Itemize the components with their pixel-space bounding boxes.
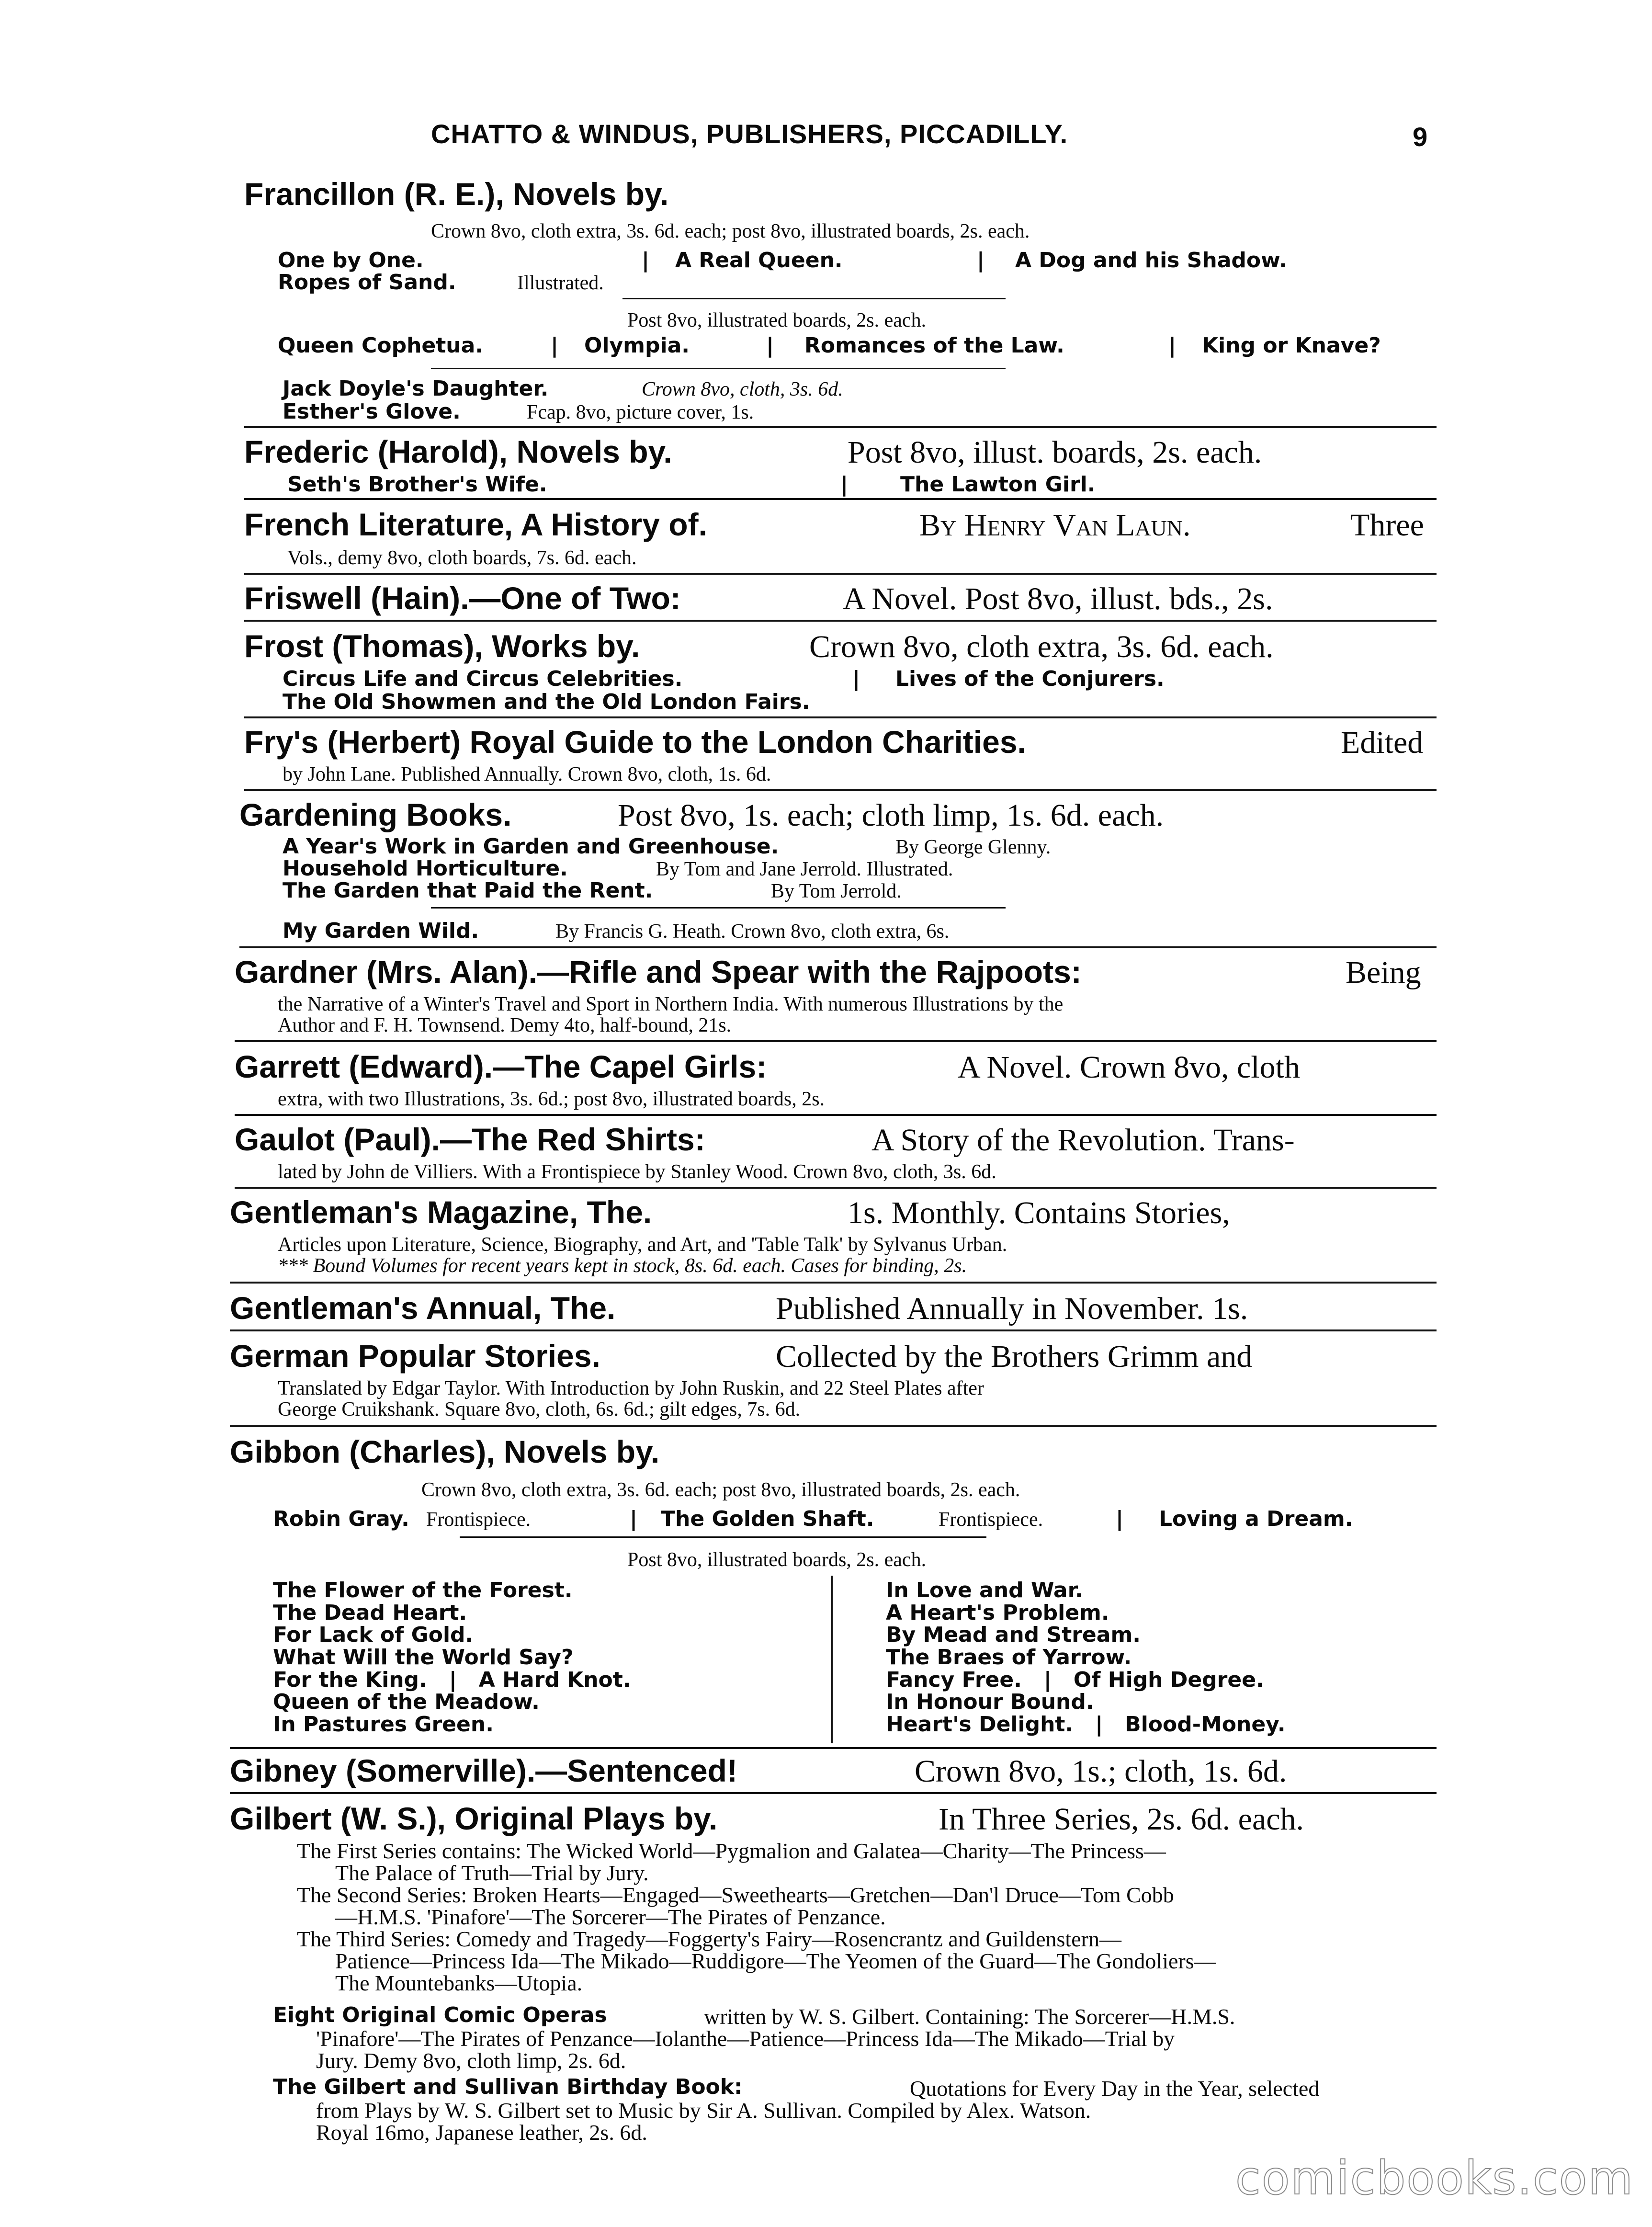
book-title: The Dead Heart. [273,1600,467,1625]
book-note: By Francis G. Heath. Crown 8vo, cloth extra, 6s. [555,920,950,943]
gardening-format: Post 8vo, 1s. each; cloth limp, 1s. 6d. each. [618,798,1164,833]
book-title: Of High Degree. [1073,1667,1264,1692]
entry-details: 1s. Monthly. Contains Stories, [848,1195,1230,1230]
book-title: Seth's Brother's Wife. [287,472,547,497]
entry-heading-gibney: Gibney (Somerville).—Sentenced! [230,1753,737,1788]
entry-divider [230,1329,1437,1331]
entry-details: written by W. S. Gilbert. Containing: The Sorcerer—H.M.S. [704,2004,1235,2029]
entry-divider [230,1747,1437,1749]
book-note: Fcap. 8vo, picture cover, 1s. [527,401,754,423]
divider [431,368,1006,369]
entry-details: Published Annually in November. 1s. [776,1291,1248,1326]
entry-heading-french-literature: French Literature, A History of. [244,507,707,542]
book-title: Eight Original Comic Operas [273,2003,607,2027]
book-note: Illustrated. [517,272,604,294]
book-title: Romances of the Law. [804,333,1064,358]
entry-details: Translated by Edgar Taylor. With Introduction by John Ruskin, and 22 Steel Plates after [278,1377,984,1399]
entry-details: extra, with two Illustrations, 3s. 6d.; post 8vo, illustrated boards, 2s. [278,1088,825,1110]
catalogue-page: CHATTO & WINDUS, PUBLISHERS, PICCADILLY. 9 Francillon (R. E.), Novels by. Crown 8vo, cloth extra, 3s. 6d. each; post 8vo, illustrated boards, 2s. each. One by One. | A Real Queen. | A Dog and his Shadow. Ropes of Sand. Illustrated. Post 8vo, illustrated boards, 2s. each. Queen Cophetua. | Olympia. | Romances of the Law. | King or Knave? Jack Doyle's Daughter. Crown 8vo, cloth, 3s. 6d. Esther's Glove. Fcap. 8vo, picture cover, 1s. Frederic (Harold), Novels by. Post 8vo, illust. boards, 2s. each. Seth's Brother's Wife. | The Lawton Girl. French Literature, A History of. By Henry Van Laun. Three Vols., demy 8vo, cloth boards, 7s. 6d. each. Friswell (Hain).—One of Two: A Novel. Post 8vo, illust. bds., 2s. Frost (Thomas), Works by. Crown 8vo, cloth extra, 3s. 6d. each. Circus Life and Circus Celebrities. | Lives of the Conjurers. The Old Showmen and the Old London Fairs. Fry's (Herbert) Royal Guide to the London Charities. Edited by John Lane. Published Annually. Crown 8vo, cloth, 1s. 6d. Gardening Books. Post 8vo, 1s. each; cloth limp, 1s. 6d. each. A Year's Work in Garden and Greenhouse. By George Glenny. Household Horticulture. By Tom and Jane Jerrold. Illustrated. The Garden that Paid the Rent. By Tom Jerrold. My Garden Wild. By Francis G. Heath. Crown 8vo, cloth extra, 6s. Gardner (Mrs. Alan).—Rifle and Spear with the Rajpoots: Being the Narrative of a Winter's Travel and Sport in Northern India. With numerous Illustrations by the Author and F. H. Townsend. Demy 4to, half-bound, 21s. Garrett (Edward).—The Capel Girls: A Novel. Crown 8vo, cloth extra, with two Illustrations, 3s. 6d.; post 8vo, illustrated boards, 2s. Gaulot (Paul).—The Red Shirts: A Story of the Revolution. Trans- lated by John de Villiers. With a Frontispiece by Stanley Wood. Crown 8vo, cloth, 3s. 6d. Gentleman's Magazine, The. 1s. Monthly. Contains Stories, Articles upon Literature, Science, Biography, and Art, and 'Table Talk' by Sylvanus Urban. *** Bound Volumes for recent years kept in stock, 8s. 6d. each. Cases for binding, 2s. Gentleman's Annual, The. Published Annually in November. 1s. German Popular Stories. Collected by the Brothers Grimm and Translated by Edgar Taylor. With Introduction by John Ruskin, and 22 Steel Plates after George Cruikshank. Square 8vo, cloth, 6s. 6d.; gilt edges, 7s. 6d. Gibbon (Charles), Novels by. Crown 8vo, cloth extra, 3s. 6d. each; post 8vo, illustrated boards, 2s. each. Robin Gray. Frontispiece. | The Golden Shaft. Frontispiece. | Loving a Dream. Post 8vo, illustrated boards, 2s. each. The Flower of the Forest. The Dead Heart. For Lack of Gold. What Will the World Say? For the King. | A Hard Knot. Queen of the Meadow. In Pastures Green. In Love and War. A Heart's Problem. By Mead and Stream. The Braes of Yarrow. Fancy Free. | Of High Degree. In Honour Bound. Heart's Delight. | Blood-Money. Gibney (Somerville).—Sentenced! Crown 8vo, 1s.; cloth, 1s. 6d. Gilbert (W. S.), Original Plays by. In Three Series, 2s. 6d. each. The First Series contains: The Wicked World—Pygmalion and Galatea—Charity—The Princess— The Palace of Truth—Trial by Jury. The Second Series: Broken Hearts—Engaged—Sweethearts—Gretchen—Dan'l Druce—Tom Cobb —H.M.S. 'Pinafore'—The Sorcerer—The Pirates of Penzance. The Third Series: Comedy and Tragedy—Foggerty's Fairy—Rosencrantz and Guildenstern— Patience—Princess Ida—The Mikado—Ruddigore—The Yeomen of the Guard—The Gondoliers— The Mountebanks—Utopia. Eight Original Comic Operas written by W. S. Gilbert. Containing: The Sorcerer—H.M.S. 'Pinafore'—The Pirates of Penzance—Iolanthe—Patience—Princess Ida—The Mikado—Trial by Jury. Demy 8vo, cloth limp, 2s. 6d. The Gilbert and Sullivan Birthday Book: Quotations for Every Day in the Year, selected from Plays by W. S. Gilbert set to Music by Sir A. Sullivan. Compiled by Alex. Watson. Royal 16mo, Japanese leather, 2s. 6d. comicbooks.com [230,119,1634,2205]
entry-heading-german-popular-stories: German Popular Stories. [230,1338,600,1374]
entry-details: George Cruikshank. Square 8vo, cloth, 6s. 6d.; gilt edges, 7s. 6d. [278,1398,801,1420]
divider [460,1536,986,1538]
entry-heading-friswell: Friswell (Hain).—One of Two: [244,580,681,616]
title-list-right: In Love and War. A Heart's Problem. By Mead and Stream. The Braes of Yarrow. Fancy Free. | Of High Degree. In Honour Bound. Heart's Delight. | Blood-Money. [886,1578,1286,1737]
series-contents: The Third Series: Comedy and Tragedy—Foggerty's Fairy—Rosencrantz and Guildenstern— [297,1927,1121,1951]
series-contents: The Second Series: Broken Hearts—Engaged—Sweethearts—Gretchen—Dan'l Druce—Tom Cobb [297,1883,1174,1907]
book-title: The Braes of Yarrow. [886,1645,1132,1670]
entry-divider [235,1187,1437,1189]
page-number: 9 [1413,122,1428,152]
entry-heading-gardening: Gardening Books. [239,797,512,832]
watermark: comicbooks.com [1235,2151,1634,2205]
book-note: Frontispiece. [939,1509,1043,1531]
book-title: The Old Showmen and the Old London Fairs. [283,690,810,714]
entry-divider [244,620,1437,622]
entry-continuation: Edited [1341,725,1424,760]
entry-details: Collected by the Brothers Grimm and [776,1339,1253,1374]
book-note: Frontispiece. [426,1509,531,1531]
book-note: By Tom and Jane Jerrold. Illustrated. [656,858,953,880]
entry-details: Author and F. H. Townsend. Demy 4to, half-bound, 21s. [278,1014,732,1036]
book-title: For Lack of Gold. [273,1623,474,1648]
entry-note: *** Bound Volumes for recent years kept in stock, 8s. 6d. each. Cases for binding, 2s. [278,1255,967,1277]
entry-heading-gilbert: Gilbert (W. S.), Original Plays by. [230,1801,718,1836]
book-title: Esther's Glove. [283,399,461,424]
book-title: Robin Gray. [273,1507,409,1531]
francillon-format: Crown 8vo, cloth extra, 3s. 6d. each; post 8vo, illustrated boards, 2s. each. [431,220,1030,242]
entry-details: Quotations for Every Day in the Year, selected [910,2076,1320,2101]
entry-heading-garrett: Garrett (Edward).—The Capel Girls: [235,1049,767,1084]
book-title: King or Knave? [1202,333,1381,358]
entry-heading-gentlemans-magazine: Gentleman's Magazine, The. [230,1194,652,1230]
entry-details: A Novel. Crown 8vo, cloth [958,1050,1300,1085]
entry-details: 'Pinafore'—The Pirates of Penzance—Iolanthe—Patience—Princess Ida—The Mikado—Trial by [316,2026,1175,2051]
book-title: A Real Queen. [675,248,843,273]
series-contents: —H.M.S. 'Pinafore'—The Sorcerer—The Pirates of Penzance. [335,1905,886,1929]
series-contents: Patience—Princess Ida—The Mikado—Ruddigore—The Yeomen of the Guard—The Gondoliers— [335,1949,1216,1973]
book-title: What Will the World Say? [273,1645,574,1670]
book-title: Jack Doyle's Daughter. [283,376,549,401]
series-contents: The Mountebanks—Utopia. [335,1971,583,1995]
author-credit: By Henry Van Laun. [919,508,1191,543]
entry-details: Royal 16mo, Japanese leather, 2s. 6d. [316,2120,647,2145]
book-title: Loving a Dream. [1159,1507,1353,1531]
book-title: Blood-Money. [1125,1712,1286,1737]
book-title: The Flower of the Forest. [273,1578,573,1602]
entry-heading-frederic: Frederic (Harold), Novels by. [244,434,672,469]
entry-details: from Plays by W. S. Gilbert set to Music by Sir A. Sullivan. Compiled by Alex. Watson. [316,2098,1091,2123]
entry-continuation: Being [1346,955,1421,990]
book-title: Queen of the Meadow. [273,1690,540,1715]
entry-details: A Novel. Post 8vo, illust. bds., 2s. [843,581,1273,616]
book-title: A Dog and his Shadow. [1015,248,1287,273]
title-list-left: The Flower of the Forest. The Dead Heart. For Lack of Gold. What Will the World Say? For the King. | A Hard Knot. Queen of the Meadow. In Pastures Green. [273,1578,631,1737]
series-contents: The Palace of Truth—Trial by Jury. [335,1861,649,1885]
book-title: In Love and War. [886,1578,1083,1602]
book-title: A Year's Work in Garden and Greenhouse. [283,834,779,859]
book-title: In Honour Bound. [886,1690,1094,1715]
book-title: By Mead and Stream. [886,1623,1141,1648]
book-title: For the King. [273,1667,427,1692]
entry-details: In Three Series, 2s. 6d. each. [939,1802,1304,1837]
entry-divider [235,1040,1437,1042]
book-title: A Hard Knot. [478,1667,631,1692]
entry-heading-frost: Frost (Thomas), Works by. [244,628,640,664]
gibbon-format: Post 8vo, illustrated boards, 2s. each. [627,1549,927,1571]
entry-details: lated by John de Villiers. With a Frontispiece by Stanley Wood. Crown 8vo, cloth, 3s. 6d. [278,1161,996,1183]
entry-details: A Story of the Revolution. Trans- [871,1123,1295,1158]
book-note: By Tom Jerrold. [771,880,902,902]
entry-divider [230,1425,1437,1427]
book-title: The Gilbert and Sullivan Birthday Book: [273,2075,743,2099]
entry-details: by John Lane. Published Annually. Crown 8vo, cloth, 1s. 6d. [283,763,771,785]
book-title: A Heart's Problem. [886,1600,1109,1625]
divider [622,298,1006,299]
entry-heading-fry: Fry's (Herbert) Royal Guide to the London Charities. [244,724,1026,760]
divider [431,907,1006,909]
book-title: The Garden that Paid the Rent. [283,878,653,903]
series-contents: The First Series contains: The Wicked World—Pygmalion and Galatea—Charity—The Princess— [297,1839,1166,1863]
book-title: My Garden Wild. [283,919,479,943]
book-title: The Golden Shaft. [661,1507,874,1531]
book-note: By George Glenny. [895,836,1051,858]
book-note: Crown 8vo, cloth, 3s. 6d. [642,378,843,400]
book-title: Circus Life and Circus Celebrities. [283,667,683,691]
entry-divider [244,716,1437,718]
entry-divider [244,573,1437,575]
running-header: CHATTO & WINDUS, PUBLISHERS, PICCADILLY. [431,119,1068,149]
book-title: Lives of the Conjurers. [895,667,1165,691]
entry-continuation: Three [1350,508,1424,543]
entry-divider [244,789,1437,791]
francillon-format: Post 8vo, illustrated boards, 2s. each. [627,309,927,331]
entry-details: Jury. Demy 8vo, cloth limp, 2s. 6d. [316,2048,626,2073]
book-title: Queen Cophetua. [278,333,483,358]
entry-heading-gentlemans-annual: Gentleman's Annual, The. [230,1290,616,1326]
entry-divider [230,1282,1437,1284]
entry-details: Articles upon Literature, Science, Biography, and Art, and 'Table Talk' by Sylvanus Urban. [278,1234,1007,1256]
book-title: Heart's Delight. [886,1712,1074,1737]
entry-divider [230,1792,1437,1794]
frederic-format: Post 8vo, illust. boards, 2s. each. [848,435,1262,470]
entry-details: Crown 8vo, 1s.; cloth, 1s. 6d. [915,1754,1287,1789]
book-title: Household Horticulture. [283,856,568,881]
entry-divider [244,498,1437,500]
book-title: In Pastures Green. [273,1712,494,1737]
column-divider [831,1576,833,1743]
entry-heading-francillon: Francillon (R. E.), Novels by. [244,176,669,212]
entry-divider [239,946,1437,948]
entry-heading-gaulot: Gaulot (Paul).—The Red Shirts: [235,1122,705,1157]
entry-divider [235,1114,1437,1116]
entry-heading-gardner: Gardner (Mrs. Alan).—Rifle and Spear with the Rajpoots: [235,954,1082,989]
book-title: Ropes of Sand. [278,270,456,295]
entry-divider [244,426,1437,428]
book-title: Olympia. [584,333,690,358]
book-title: Fancy Free. [886,1667,1022,1692]
book-title: One by One. [278,248,424,273]
book-title: The Lawton Girl. [900,472,1096,497]
frost-format: Crown 8vo, cloth extra, 3s. 6d. each. [809,629,1274,664]
entry-heading-gibbon: Gibbon (Charles), Novels by. [230,1434,660,1469]
entry-details: Vols., demy 8vo, cloth boards, 7s. 6d. each. [287,547,637,569]
gibbon-format: Crown 8vo, cloth extra, 3s. 6d. each; post 8vo, illustrated boards, 2s. each. [421,1479,1020,1501]
entry-details: the Narrative of a Winter's Travel and Sport in Northern India. With numerous Illustrations by the [278,993,1064,1015]
